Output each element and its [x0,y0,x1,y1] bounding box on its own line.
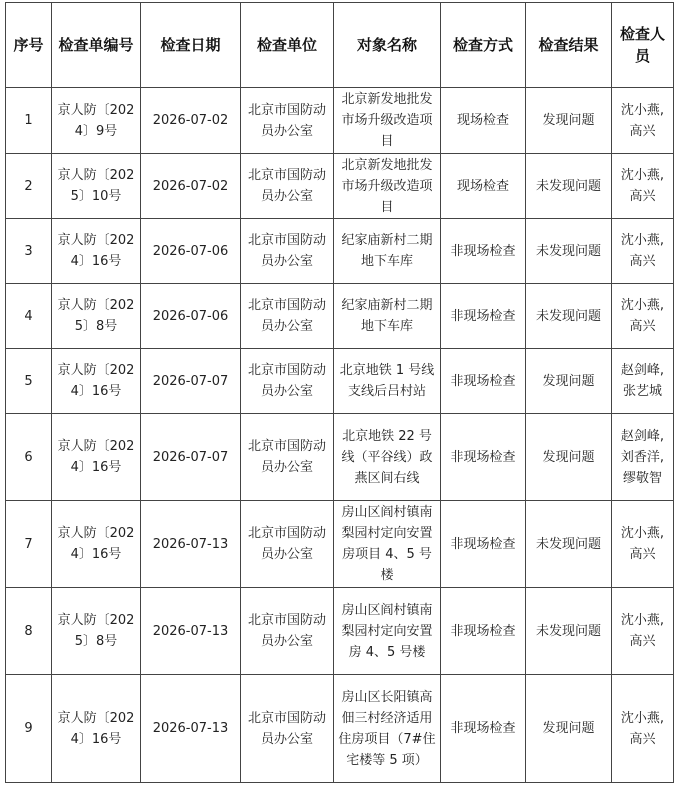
cell-seq: 4 [6,284,52,349]
cell-result: 未发现问题 [526,219,612,284]
header-method: 检查方式 [441,3,526,88]
cell-unit: 北京市国防动员办公室 [241,414,334,501]
cell-seq: 6 [6,414,52,501]
table-row [6,501,674,588]
cell-seq: 7 [6,501,52,588]
cell-seq: 1 [6,88,52,154]
cell-date: 2026-07-13 [141,501,241,588]
cell-staff: 沈小燕,高兴 [612,284,674,349]
cell-method: 非现场检查 [441,284,526,349]
cell-object: 房山区阎村镇南梨园村定向安置房 4、5 号楼 [334,588,441,675]
cell-unit: 北京市国防动员办公室 [241,501,334,588]
cell-result: 发现问题 [526,675,612,783]
cell-method: 非现场检查 [441,349,526,414]
cell-result: 未发现问题 [526,154,612,219]
cell-unit: 北京市国防动员办公室 [241,284,334,349]
header-seq: 序号 [6,3,52,88]
cell-result: 未发现问题 [526,284,612,349]
cell-result: 未发现问题 [526,501,612,588]
cell-unit: 北京市国防动员办公室 [241,675,334,783]
cell-method: 非现场检查 [441,501,526,588]
cell-object: 房山区阎村镇南梨园村定向安置房项目 4、5 号楼 [334,501,441,588]
header-unit: 检查单位 [241,3,334,88]
cell-result: 发现问题 [526,349,612,414]
cell-date: 2026-07-13 [141,675,241,783]
cell-date: 2026-07-06 [141,284,241,349]
cell-staff: 沈小燕,高兴 [612,88,674,154]
cell-staff: 沈小燕,高兴 [612,501,674,588]
cell-result: 发现问题 [526,414,612,501]
cell-code: 京人防〔2025〕8号 [52,284,141,349]
table-row [6,88,674,154]
cell-method: 现场检查 [441,88,526,154]
cell-unit: 北京市国防动员办公室 [241,154,334,219]
header-staff: 检查人员 [612,3,674,88]
table-row [6,675,674,783]
cell-seq: 5 [6,349,52,414]
table-header-row [6,3,674,88]
cell-object: 纪家庙新村二期地下车库 [334,219,441,284]
cell-code: 京人防〔2024〕16号 [52,414,141,501]
cell-method: 非现场检查 [441,414,526,501]
cell-date: 2026-07-07 [141,414,241,501]
cell-method: 非现场检查 [441,219,526,284]
cell-seq: 8 [6,588,52,675]
cell-object: 北京地铁 22 号线（平谷线）政燕区间右线 [334,414,441,501]
cell-code: 京人防〔2025〕8号 [52,588,141,675]
cell-object: 北京新发地批发市场升级改造项目 [334,88,441,154]
inspection-table [5,2,674,783]
cell-seq: 2 [6,154,52,219]
cell-code: 京人防〔2025〕10号 [52,154,141,219]
cell-date: 2026-07-06 [141,219,241,284]
table-row [6,284,674,349]
cell-staff: 赵剑峰,刘香洋,缪敬智 [612,414,674,501]
table-row [6,414,674,501]
header-result: 检查结果 [526,3,612,88]
cell-staff: 沈小燕,高兴 [612,588,674,675]
table-row [6,154,674,219]
cell-code: 京人防〔2024〕16号 [52,675,141,783]
cell-object: 房山区长阳镇高佃三村经济适用住房项目（7#住宅楼等 5 项） [334,675,441,783]
cell-date: 2026-07-02 [141,88,241,154]
cell-code: 京人防〔2024〕9号 [52,88,141,154]
cell-result: 发现问题 [526,88,612,154]
cell-code: 京人防〔2024〕16号 [52,219,141,284]
table-row [6,588,674,675]
cell-unit: 北京市国防动员办公室 [241,88,334,154]
cell-code: 京人防〔2024〕16号 [52,349,141,414]
cell-unit: 北京市国防动员办公室 [241,349,334,414]
cell-code: 京人防〔2024〕16号 [52,501,141,588]
cell-unit: 北京市国防动员办公室 [241,219,334,284]
cell-method: 非现场检查 [441,588,526,675]
table-row [6,349,674,414]
cell-seq: 9 [6,675,52,783]
cell-staff: 赵剑峰,张艺城 [612,349,674,414]
header-date: 检查日期 [141,3,241,88]
cell-staff: 沈小燕,高兴 [612,675,674,783]
cell-object: 北京地铁 1 号线支线后吕村站 [334,349,441,414]
cell-seq: 3 [6,219,52,284]
cell-date: 2026-07-13 [141,588,241,675]
header-object: 对象名称 [334,3,441,88]
cell-date: 2026-07-07 [141,349,241,414]
cell-object: 北京新发地批发市场升级改造项目 [334,154,441,219]
cell-date: 2026-07-02 [141,154,241,219]
cell-method: 非现场检查 [441,675,526,783]
header-code: 检查单编号 [52,3,141,88]
cell-unit: 北京市国防动员办公室 [241,588,334,675]
cell-object: 纪家庙新村二期地下车库 [334,284,441,349]
cell-method: 现场检查 [441,154,526,219]
cell-staff: 沈小燕,高兴 [612,154,674,219]
cell-staff: 沈小燕,高兴 [612,219,674,284]
table-row [6,219,674,284]
cell-result: 未发现问题 [526,588,612,675]
